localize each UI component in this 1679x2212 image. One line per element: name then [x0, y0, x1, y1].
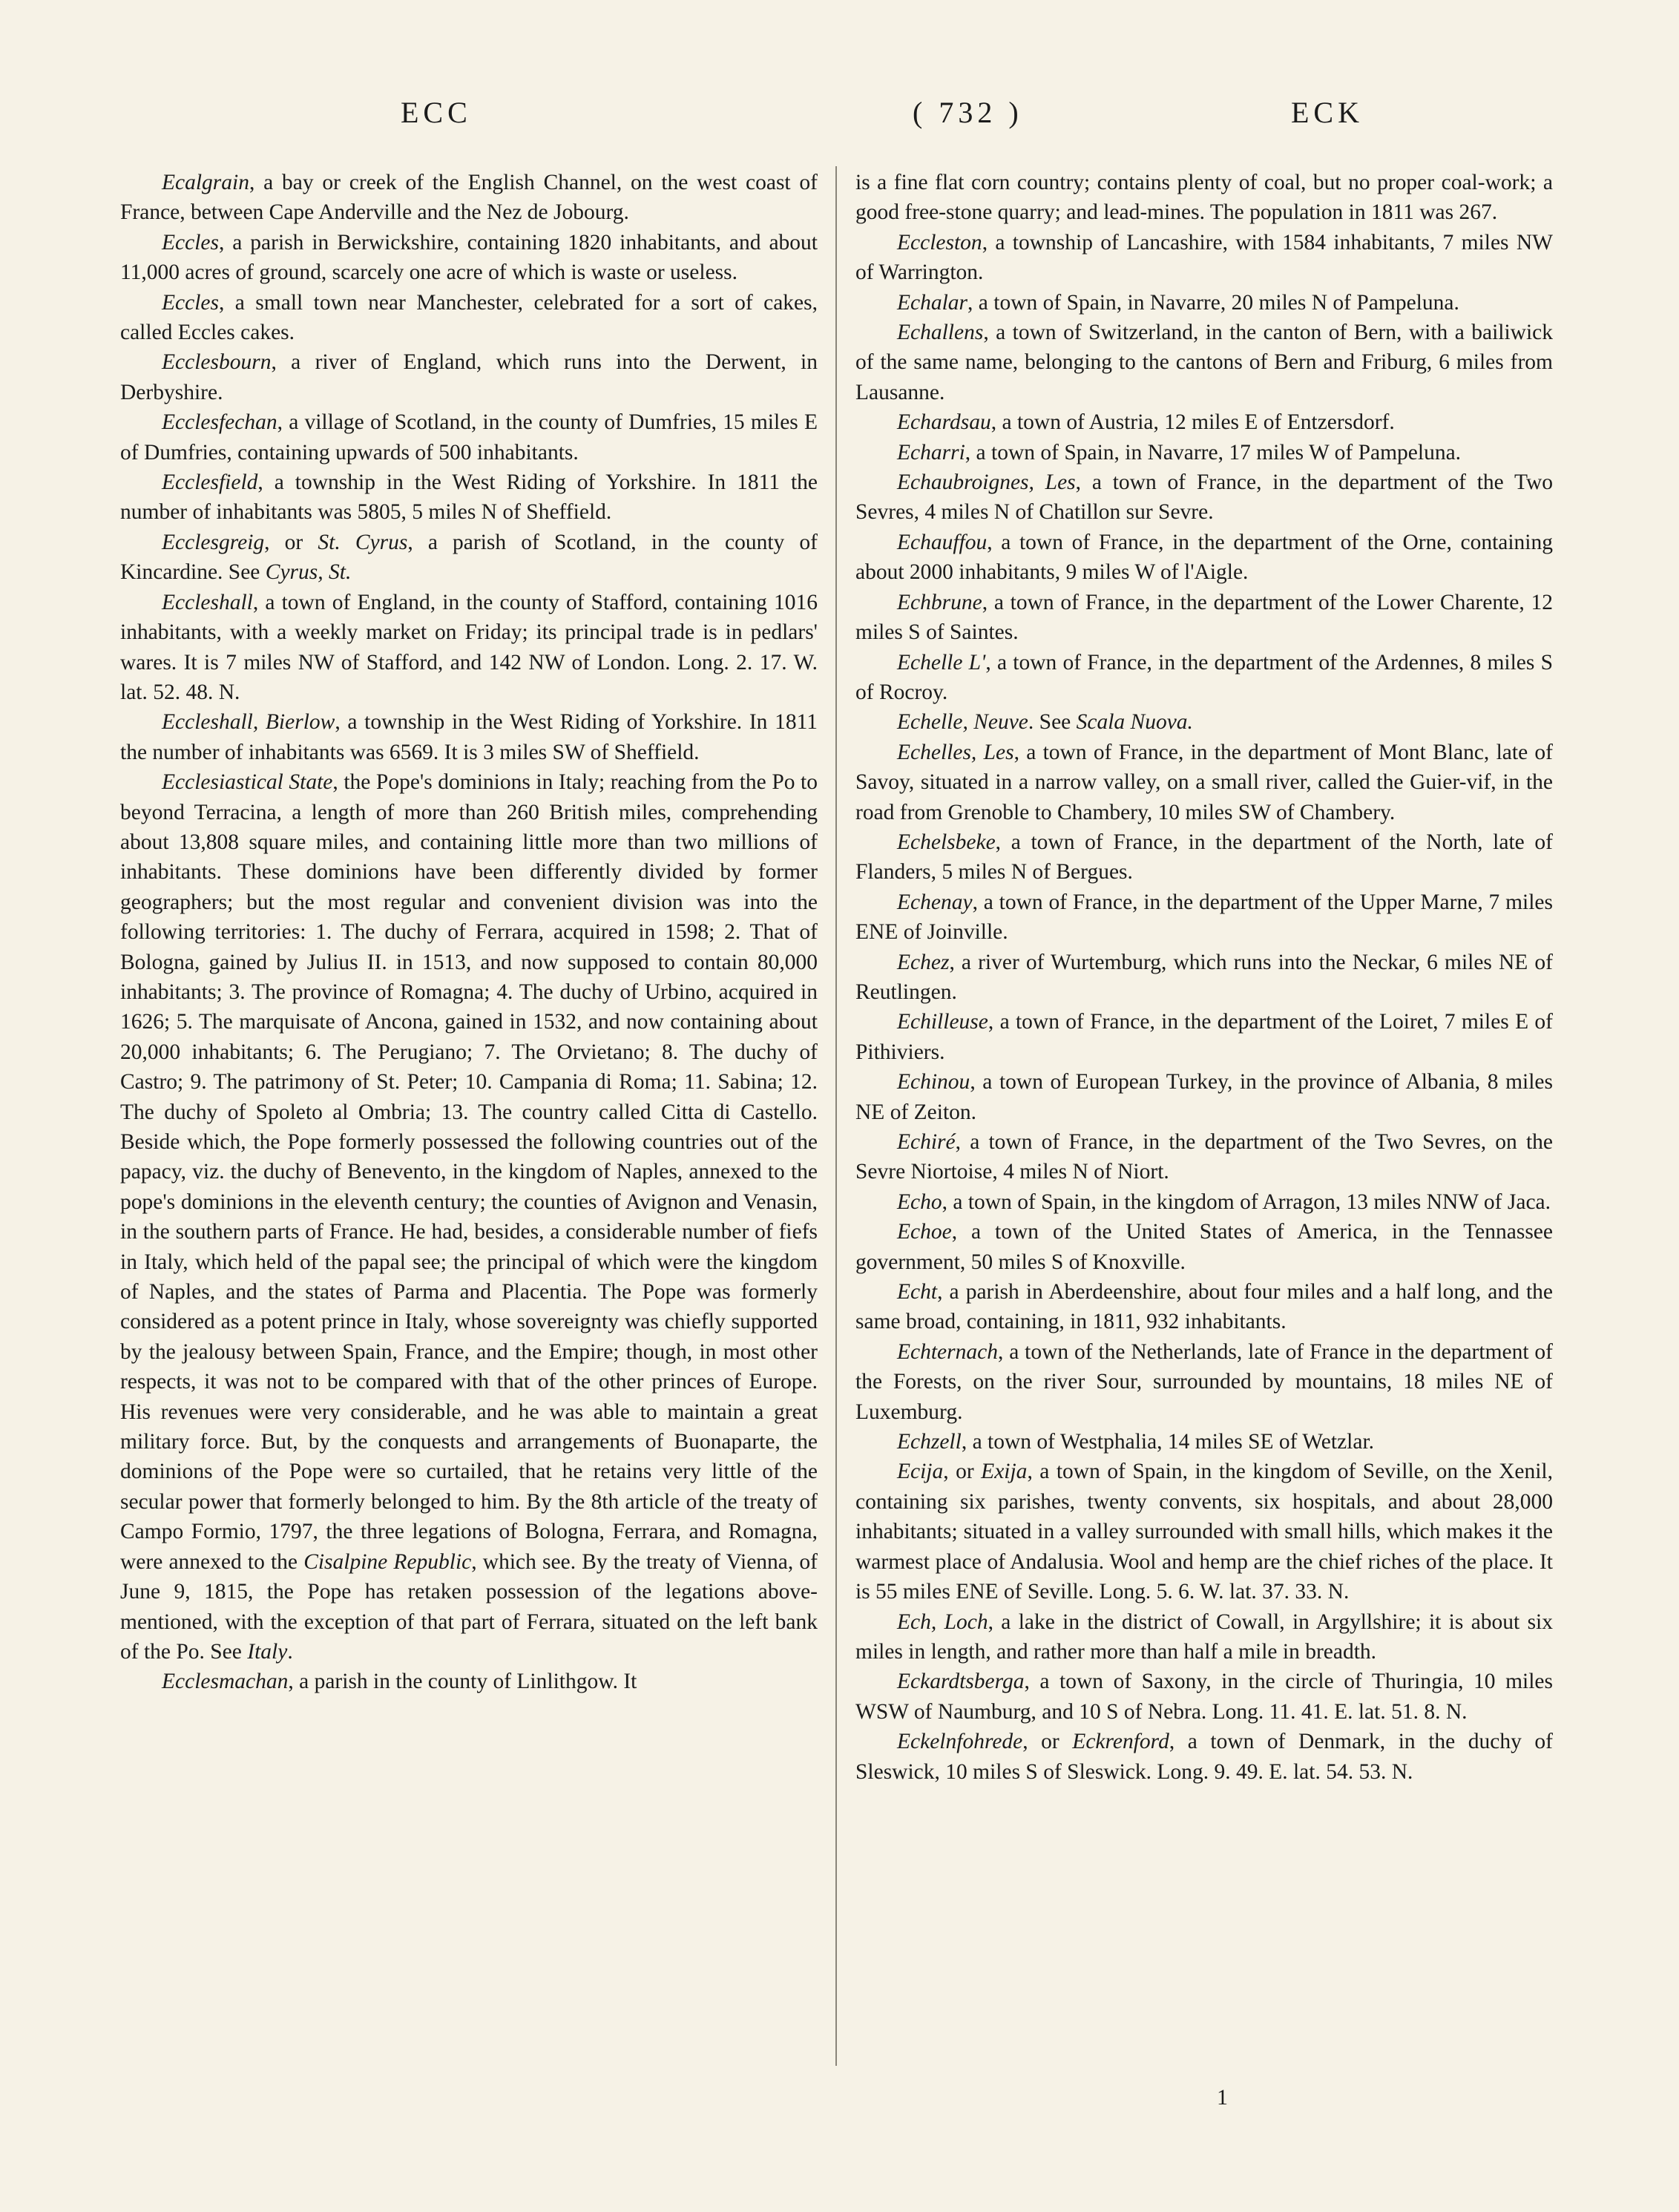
entry-headword: Echoe: [897, 1220, 952, 1244]
gazetteer-entry: [855, 588, 1553, 648]
gazetteer-entry: [855, 407, 1553, 437]
gazetteer-entry: [120, 707, 818, 767]
entry-text: , a town of France, in the department of Mont Blanc, late of Savoy, situated in a narrow valley, on a small river, called the Guier-vif, in the road from Grenoble to Chambery, 10 miles SW of Chambery.: [855, 740, 1554, 824]
gazetteer-entry: [120, 168, 818, 228]
entry-cross-reference: Cisalpine Republic: [303, 1549, 472, 1574]
gazetteer-entry: [120, 347, 818, 407]
gazetteer-entry: [120, 288, 818, 348]
entry-text: . See: [1028, 710, 1077, 735]
entry-headword: Ecclesfield: [162, 470, 258, 495]
entry-headword: Eckardtsberga: [897, 1670, 1025, 1694]
signature-mark: 1: [1217, 2085, 1228, 2110]
gazetteer-entry: [855, 1607, 1553, 1667]
running-header: [119, 95, 1573, 140]
entry-text: , a river of England, which runs into the Derwent, in Derbyshire.: [120, 350, 818, 404]
entry-text: , a town of France, in the department of the Loiret, 7 miles E of Pithiviers.: [855, 1010, 1553, 1064]
entry-connector: , or: [943, 1460, 982, 1484]
entry-headword: Ecclesbourn: [162, 350, 272, 375]
gazetteer-entry: [855, 1457, 1553, 1607]
entry-headword: Echbrune: [897, 590, 982, 614]
entry-text: , the Pope's dominions in Italy; reaching from the Po to beyond Terracina, a length of more than 260 British miles, comprehending about 13,808 square miles, and containing little more than two millions of inhabitants. These dominions have been differently divided by former geographers; but the most regular and convenient division was into the following territories: 1. The duchy of Ferrara, acquired in 1598; 2. That of Bologna, gained by Julius II. in 1513, and now supposed to contain 80,000 inhabitants; 3. The province of Romagna; 4. The duchy of Urbino, acquired in 1626; 5. The marquisate of Ancona, gained in 1532, and now containing about 20,000 inhabitants; 6. The Perugiano; 7. The Orvietano; 8. The duchy of Castro; 9. The patrimony of St. Peter; 10. Campania di Roma; 11. Sabina; 12. The duchy of Spoleto al Ombria; 13. The country called Citta di Castello. Beside which, the Pope formerly possessed the following countries out of the papacy, viz. the duchy of Benevento, in the kingdom of Naples, annexed to the pope's dominions in the eleventh century; the counties of Avignon and Venasin, in the southern parts of France. He had, besides, a considerable number of fiefs in Italy, which held of the papal see; the principal of which were the kingdom of Naples, and the states of Parma and Placentia. The Pope was formerly considered as a potent prince in Italy, whose sovereignty was chiefly supported by the jealousy between Spain, France, and the Empire; though, in most other respects, it was not to be compared with that of the other princes of Europe. His revenues were very considerable, and he was able to maintain a great military force. But, by the conquests and arrangements of Buonaparte, the dominions of the Pope were so curtailed, that he retains very little of the secular power that formerly belonged to him. By the 8th article of the treaty of Campo Formio, 1797, the three legations of Bologna, Ferrara, and Romagna, were annexed to the: [120, 770, 818, 1574]
gazetteer-entry: [855, 648, 1553, 708]
entry-headword: Echaubroignes, Les: [897, 470, 1076, 495]
entry-headword: Ecija: [897, 1460, 944, 1484]
entry-cross-reference: Italy: [247, 1639, 288, 1664]
entry-text: , a township of Lancashire, with 1584 inhabitants, 7 miles NW of Warrington.: [855, 230, 1553, 285]
entry-text: , a town of France, in the department of the Two Sevres, 4 miles N of Chatillon sur Sevre.: [855, 470, 1554, 525]
gazetteer-entry: [855, 707, 1553, 737]
entry-alternate-name: Exija: [981, 1460, 1028, 1484]
entry-text: , a town of France, in the department of the Two Sevres, on the Sevre Niortoise, 4 miles N of Niort.: [855, 1130, 1553, 1184]
gazetteer-entry: [855, 528, 1553, 588]
entry-text: , a parish in Berwickshire, containing 1820 inhabitants, and about 11,000 acres of ground, scarcely one acre of which is waste or useless.: [120, 230, 818, 285]
entry-headword: Echez: [897, 950, 950, 974]
entry-headword: Echallens: [897, 321, 984, 345]
entry-connector: , or: [1022, 1730, 1073, 1754]
entry-text: , a town of Denmark, in the duchy of Sleswick, 10 miles S of Sleswick. Long. 9. 49. E. lat. 54. 53. N.: [855, 1730, 1553, 1784]
gazetteer-entry: [855, 827, 1553, 887]
entry-headword: Echt: [897, 1280, 938, 1304]
entry-text: , a parish in the county of Linlithgow. It: [288, 1670, 637, 1694]
right-column: [855, 168, 1553, 1787]
entry-headword: Echenay: [897, 890, 973, 914]
gazetteer-entry: [855, 1277, 1553, 1337]
entry-headword: Ecclesiastical State: [162, 770, 333, 795]
entry-text: , a small town near Manchester, celebrated for a sort of cakes, called Eccles cakes.: [120, 290, 818, 345]
entry-text: , a town of France, in the department of the Lower Charente, 12 miles S of Saintes.: [855, 590, 1553, 645]
header-right-guide-word: ECK: [1291, 96, 1364, 129]
entry-text: , a parish in Aberdeenshire, about four miles and a half long, and the same broad, containing, in 1811, 932 inhabitants.: [855, 1280, 1553, 1334]
entry-headword: Ech, Loch: [897, 1609, 988, 1634]
gazetteer-entry: [855, 1127, 1553, 1187]
entry-text: , a town of France, in the department of the North, late of Flanders, 5 miles N of Bergues.: [855, 830, 1553, 885]
entry-headword: Echzell: [897, 1430, 962, 1454]
entry-headword: Echiré: [897, 1130, 956, 1154]
entry-headword: Ecclesgreig: [162, 530, 265, 554]
left-column: [120, 168, 818, 1697]
entry-cross-reference: Scala Nuova.: [1076, 710, 1193, 735]
entry-text: , a town of France, in the department of the Ardennes, 8 miles S of Rocroy.: [855, 650, 1553, 704]
gazetteer-entry: [855, 1337, 1553, 1427]
entry-text: , a town of Austria, 12 miles E of Entzersdorf.: [990, 410, 1395, 435]
gazetteer-entry: [855, 467, 1553, 528]
entry-headword: Eccles: [162, 290, 219, 315]
gazetteer-entry: [855, 1067, 1553, 1127]
gazetteer-entry: [855, 1667, 1553, 1727]
entry-headword: Eccleston: [897, 230, 982, 255]
entry-headword: Echilleuse: [897, 1010, 988, 1034]
gazetteer-entry: [855, 438, 1553, 467]
entry-text-tail: .: [287, 1639, 293, 1664]
entry-headword: Echarri: [897, 440, 965, 465]
gazetteer-entry: [120, 528, 818, 588]
entry-headword: Echelles, Les: [897, 740, 1014, 764]
entry-text: , a town of Westphalia, 14 miles SE of Wetzlar.: [961, 1430, 1375, 1454]
entry-text: , a town of Saxony, in the circle of Thuringia, 10 miles WSW of Naumburg, and 10 S of Nebra. Long. 11. 41. E. lat. 51. 8. N.: [855, 1670, 1553, 1724]
gazetteer-entry: [855, 1727, 1553, 1787]
gazetteer-entry: [855, 1187, 1553, 1217]
entry-alternate-name: Eckrenford: [1072, 1730, 1169, 1754]
entry-text: , a town of the Netherlands, late of France in the department of the Forests, on the river Sour, surrounded by mountains, 18 miles NE of Luxemburg.: [855, 1339, 1553, 1424]
entry-headword: Echelsbeke: [897, 830, 996, 854]
entry-text: , a town of the United States of America, in the Tennassee government, 50 miles S of Knoxville.: [855, 1220, 1553, 1274]
entry-text: , a township in the West Riding of Yorkshire. In 1811 the number of inhabitants was 6569. It is 3 miles SW of Sheffield.: [120, 710, 818, 764]
gazetteer-entry: [855, 887, 1553, 948]
entry-text: , a village of Scotland, in the county of Dumfries, 15 miles E of Dumfries, containing upwards of 500 inhabitants.: [120, 410, 818, 465]
gazetteer-entry: [120, 467, 818, 528]
entry-headword: Echalar: [897, 290, 968, 315]
gazetteer-entry: [855, 318, 1553, 407]
gazetteer-entry: [855, 738, 1553, 827]
entry-headword: Echelle L': [897, 650, 986, 675]
entry-text: , a township in the West Riding of Yorkshire. In 1811 the number of inhabitants was 5805, 5 miles N of Sheffield.: [120, 470, 818, 525]
entry-text: , a town of European Turkey, in the province of Albania, 8 miles NE of Zeiton.: [855, 1070, 1553, 1124]
entry-headword: Eccles: [162, 230, 219, 255]
gazetteer-entry: [120, 407, 818, 467]
gazetteer-entry: [120, 767, 818, 1667]
page-number: ( 732 ): [913, 96, 1023, 129]
gazetteer-entry: [855, 288, 1553, 318]
entry-headword: Echinou: [897, 1070, 970, 1094]
entry-headword: Echardsau: [897, 410, 991, 435]
entry-text: , a bay or creek of the English Channel, on the west coast of France, between Cape Anderville and the Nez de Jobourg.: [120, 171, 818, 225]
entry-text: , a parish of Scotland, in the county of Kincardine. See: [120, 530, 818, 585]
entry-text: , a town of Spain, in the kingdom of Arragon, 13 miles NNW of Jaca.: [942, 1189, 1551, 1214]
entry-headword: Echelle, Neuve: [897, 710, 1028, 735]
entry-text: , a town of France, in the department of the Orne, containing about 2000 inhabitants, 9 miles W of l'Aigle.: [855, 530, 1553, 585]
entry-text: , a town of England, in the county of Stafford, containing 1016 inhabitants, with a weekly market on Friday; its principal trade is in pedlars' wares. It is 7 miles NW of Stafford, and 142 NW of London. Long. 2. 17. W. lat. 52. 48. N.: [120, 590, 818, 704]
entry-text: , a town of Switzerland, in the canton of Bern, with a bailiwick of the same name, belonging to the cantons of Bern and Friburg, 6 miles from Lausanne.: [855, 321, 1553, 404]
entry-text: , a town of France, in the department of the Upper Marne, 7 miles ENE of Joinville.: [855, 890, 1553, 945]
entry-headword: Echternach: [897, 1339, 998, 1364]
column-divider: [835, 166, 837, 2066]
entry-alternate-name: St. Cyrus: [318, 530, 408, 554]
entry-headword: Echauffou: [897, 530, 988, 554]
gazetteer-entry: [855, 1427, 1553, 1457]
entry-headword: Ecalgrain: [162, 171, 249, 194]
entry-headword: Eccleshall, Bierlow: [162, 710, 335, 735]
entry-text: , a town of Spain, in Navarre, 20 miles N of Pampeluna.: [967, 290, 1459, 315]
entry-headword: Eckelnfohrede: [897, 1730, 1023, 1754]
gazetteer-entry: [120, 1667, 818, 1696]
gazetteer-entry: [120, 588, 818, 708]
gazetteer-entry: [855, 228, 1553, 288]
entry-text: , a lake in the district of Cowall, in Argyllshire; it is about six miles in length, and rather more than half a mile in breadth.: [855, 1609, 1553, 1664]
gazetteer-entry: [855, 948, 1553, 1008]
entry-headword: Ecclesfechan: [162, 410, 277, 435]
header-left-guide-word: ECC: [401, 96, 472, 129]
entry-text-tail: , which see. By the treaty of Vienna, of June 9, 1815, the Pope has retaken possession of the legations above-mentioned, with the exception of that part of Ferrara, situated on the left bank of the Po. See: [120, 1549, 818, 1664]
gazetteer-entry: [855, 1217, 1553, 1277]
entry-cross-reference: Cyrus, St.: [265, 560, 352, 585]
gazetteer-entry: [120, 228, 818, 288]
entry-headword: Eccleshall: [162, 590, 253, 614]
entry-text: , a town of Spain, in the kingdom of Seville, on the Xenil, containing six parishes, twenty convents, six hospitals, and about 28,000 inhabitants; situated in a valley surrounded with small hills, which makes it the warmest place of Andalusia. Wool and hemp are the chief riches of the place. It is 55 miles ENE of Seville. Long. 5. 6. W. lat. 37. 33. N.: [855, 1460, 1553, 1604]
entry-text: , a town of Spain, in Navarre, 17 miles W of Pampeluna.: [965, 440, 1462, 465]
entry-connector: , or: [264, 530, 318, 554]
entry-headword: Echo: [897, 1189, 942, 1214]
entry-headword: Ecclesmachan: [162, 1670, 289, 1694]
entry-text: , a river of Wurtemburg, which runs into the Neckar, 6 miles NE of Reutlingen.: [855, 950, 1553, 1004]
continuation-text: is a fine flat corn country; contains plenty of coal, but no proper coal-work; a good free-stone quarry; and lead-mines. The population in 1811 was 267.: [855, 171, 1553, 225]
gazetteer-entry: [855, 1007, 1553, 1067]
